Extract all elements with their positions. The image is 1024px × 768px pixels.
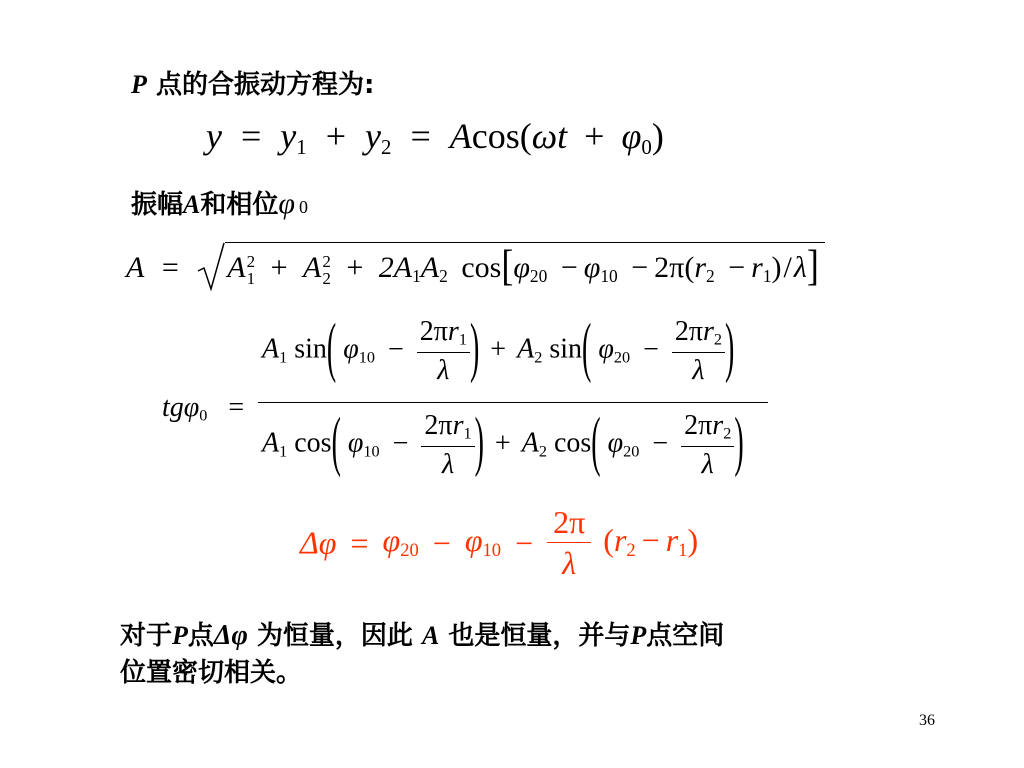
eq2-A2b: A	[420, 251, 440, 284]
eq3-tg: tg	[162, 392, 184, 423]
eq2-rsub2: 2	[706, 265, 715, 286]
eq3-den-cos2: cos	[553, 427, 592, 459]
conclusion-text-4: 也是恒量，并与	[439, 621, 631, 651]
eq3-den-s20: 20	[623, 442, 640, 461]
eq2-sub-1b: 1	[412, 265, 421, 286]
eq3-den-s1: 1	[279, 442, 288, 461]
eq4-2pi: 2π	[547, 506, 591, 543]
eq2-lbracket: [	[501, 241, 514, 289]
eq3-num-2pi2: 2π	[674, 316, 703, 347]
eq4-rsub2: 2	[626, 540, 636, 562]
equation-amplitude	[126, 241, 825, 291]
eq1-y1: y	[280, 116, 297, 156]
eq3-num-plus: +	[490, 333, 507, 365]
eq4-fraction	[547, 506, 591, 579]
equation-phase	[162, 311, 782, 488]
eq3-den-A1: A	[262, 427, 280, 459]
conclusion-p1: P	[172, 621, 188, 650]
amp-phi: φ	[278, 187, 295, 220]
eq3-den-minus2: −	[652, 427, 669, 459]
eq2-A1: A	[227, 251, 246, 284]
eq3-num-s20: 20	[613, 348, 631, 367]
eq3-num-2pi1: 2π	[419, 316, 448, 347]
eq3-num-lp2: (	[582, 311, 592, 386]
eq3-phi: φ	[183, 392, 200, 423]
eq2-plus-2: +	[346, 251, 364, 284]
eq3-den-plus: +	[494, 427, 511, 459]
amp-A: A	[183, 190, 201, 219]
intro-text: 点的合振动方程为:	[146, 70, 375, 100]
eq2-rsub1: 1	[762, 265, 772, 286]
sqrt-icon	[196, 241, 226, 291]
eq3-den-s2: 2	[538, 442, 547, 461]
eq1-y: y	[206, 116, 222, 156]
eq3-den-r2: r	[712, 410, 724, 441]
conclusion-A: A	[421, 621, 440, 650]
eq3-den-minus1: −	[392, 427, 409, 459]
eq3-den-lp1: (	[331, 405, 341, 480]
eq1-sub2: 2	[381, 134, 392, 159]
amp-and-phase: 和相位	[200, 190, 279, 220]
eq3-den-lp2: (	[591, 405, 601, 480]
eq4-delta-phi: Δφ	[300, 524, 337, 561]
eq2-r2: r	[694, 251, 706, 284]
eq4-phi10: φ	[464, 522, 483, 559]
amplitude-line	[131, 184, 308, 221]
eq3-numerator	[262, 311, 735, 387]
eq3-den-2pi1: 2π	[424, 410, 453, 441]
eq3-num-sin1: sin	[294, 333, 327, 365]
eq4-r2: r	[613, 522, 627, 559]
eq4-rparen: )	[687, 522, 699, 559]
eq2-A2: A	[303, 251, 322, 284]
eq3-num-rs1: 1	[458, 330, 467, 349]
eq3-den-s10: 10	[363, 442, 380, 461]
page-number: 36	[919, 712, 935, 729]
eq2-lambda: λ	[793, 251, 807, 284]
conclusion-line-2: 位置密切相关。	[120, 658, 303, 688]
eq3-num-minus1: −	[387, 333, 404, 365]
eq2-sup-1: 2	[246, 252, 256, 272]
eq3-den-frac1	[421, 410, 474, 481]
eq2-minus: −	[560, 251, 578, 284]
eq2-2A1: 2A	[378, 251, 413, 284]
eq2-phi20: φ	[513, 251, 530, 284]
eq3-num-rp2: )	[725, 311, 735, 386]
eq2-sub-2b: 2	[439, 265, 448, 286]
conclusion-text-1: 对于	[120, 621, 173, 651]
conclusion-text-2: 点	[187, 621, 214, 651]
eq4-lparen: (	[603, 522, 614, 559]
eq1-close: )	[651, 116, 664, 156]
eq3-main-fraction-bar	[258, 402, 768, 403]
eq1-equals: =	[240, 116, 262, 156]
eq3-den-rs2: 2	[723, 424, 732, 443]
eq2-sub10: 10	[600, 265, 618, 286]
conclusion-line-1	[120, 615, 724, 657]
eq3-den-lam2: λ	[701, 448, 714, 480]
eq3-equals: =	[228, 392, 245, 423]
conclusion-delta-phi: Δφ	[213, 620, 248, 651]
eq3-num-s10: 10	[358, 348, 375, 367]
eq2-lparen: (	[684, 251, 695, 284]
eq2-minus-3: −	[728, 251, 746, 284]
eq4-equals: =	[350, 524, 369, 561]
eq3-num-minus2: −	[643, 333, 659, 365]
eq1-y2: y	[365, 116, 382, 156]
eq3-num-frac1	[417, 316, 470, 387]
eq2-rbracket: ]	[806, 241, 819, 289]
eq4-sub10: 10	[482, 540, 502, 562]
eq1-A: A	[449, 116, 472, 156]
eq1-plus-2: +	[584, 116, 605, 156]
eq2-minus-2: −	[631, 251, 649, 284]
eq2-phi10: φ	[583, 251, 601, 284]
eq1-equals-2: =	[410, 116, 431, 156]
eq4-lambda: λ	[562, 545, 577, 581]
eq2-equals: =	[161, 251, 179, 284]
eq2-slash: /	[783, 251, 792, 284]
eq2-A: A	[126, 251, 145, 284]
eq3-num-sin2: sin	[549, 333, 582, 365]
eq3-den-lam1: λ	[441, 448, 455, 480]
equation-phase-difference	[300, 506, 698, 579]
eq3-den-rs1: 1	[463, 424, 472, 443]
eq3-den-phi20: φ	[607, 427, 624, 459]
eq2-2pi: 2π	[654, 251, 685, 284]
eq3-den-rp2: )	[734, 405, 744, 480]
eq3-den-A2: A	[521, 427, 539, 459]
eq2-sub-2: 2	[322, 269, 331, 289]
eq3-den-r1: r	[452, 410, 464, 441]
eq4-minus: −	[432, 524, 451, 561]
eq4-minus-3: −	[641, 522, 660, 559]
conclusion-p2: P	[630, 621, 647, 650]
eq3-den-cos1: cos	[294, 427, 332, 459]
eq3-num-A2: A	[517, 333, 535, 365]
amp-text: 振幅	[131, 190, 184, 220]
eq3-den-rp1: )	[474, 405, 484, 480]
eq2-cos: cos	[461, 251, 502, 284]
eq2-rparen: )	[771, 251, 782, 284]
equation-sum	[206, 118, 664, 158]
eq1-plus: +	[325, 116, 347, 156]
eq3-den-frac2	[681, 410, 734, 481]
eq2-r1: r	[751, 251, 763, 284]
eq3-num-A1: A	[262, 333, 280, 365]
eq3-den-2pi2: 2π	[684, 410, 713, 441]
eq2-plus: +	[270, 251, 288, 284]
eq3-num-rs2: 2	[713, 330, 723, 349]
eq1-omega-t: ωt	[531, 116, 568, 156]
eq3-denominator	[262, 405, 744, 481]
eq3-num-phi10: φ	[343, 333, 359, 365]
eq3-num-rp1: )	[469, 311, 480, 386]
amp-sub: 0	[298, 197, 308, 217]
eq4-minus-2: −	[515, 524, 534, 561]
eq3-num-s1: 1	[279, 348, 288, 367]
intro-p: P	[131, 70, 147, 99]
eq2-sup-2: 2	[322, 252, 331, 272]
eq3-num-frac2	[672, 316, 725, 387]
eq3-num-phi20: φ	[598, 333, 614, 365]
eq3-num-lam2: λ	[692, 354, 705, 386]
eq3-num-r2: r	[703, 316, 714, 347]
eq4-rsub1: 1	[678, 540, 688, 562]
eq3-num-r1: r	[447, 316, 459, 347]
eq4-phi20: φ	[382, 522, 401, 559]
eq3-num-lp1: (	[326, 311, 337, 386]
intro-line	[131, 64, 374, 101]
sqrt-radicand	[225, 242, 825, 287]
conclusion-text-3: 为恒量，因此	[247, 621, 422, 651]
eq1-sub1: 1	[296, 134, 307, 159]
eq3-num-s2: 2	[534, 348, 543, 367]
eq1-sub0: 0	[641, 134, 652, 159]
eq2-sub20: 20	[529, 265, 548, 286]
eq4-sub20: 20	[400, 540, 419, 562]
eq4-r1: r	[665, 522, 679, 559]
eq1-phi: φ	[621, 116, 642, 156]
eq3-den-phi10: φ	[347, 427, 364, 459]
eq3-sub0: 0	[199, 406, 208, 425]
eq1-cos: cos(	[471, 116, 532, 156]
eq2-sub-1: 1	[246, 269, 256, 289]
eq3-num-lam1: λ	[437, 354, 450, 386]
conclusion-text-5: 点空间	[646, 621, 725, 651]
